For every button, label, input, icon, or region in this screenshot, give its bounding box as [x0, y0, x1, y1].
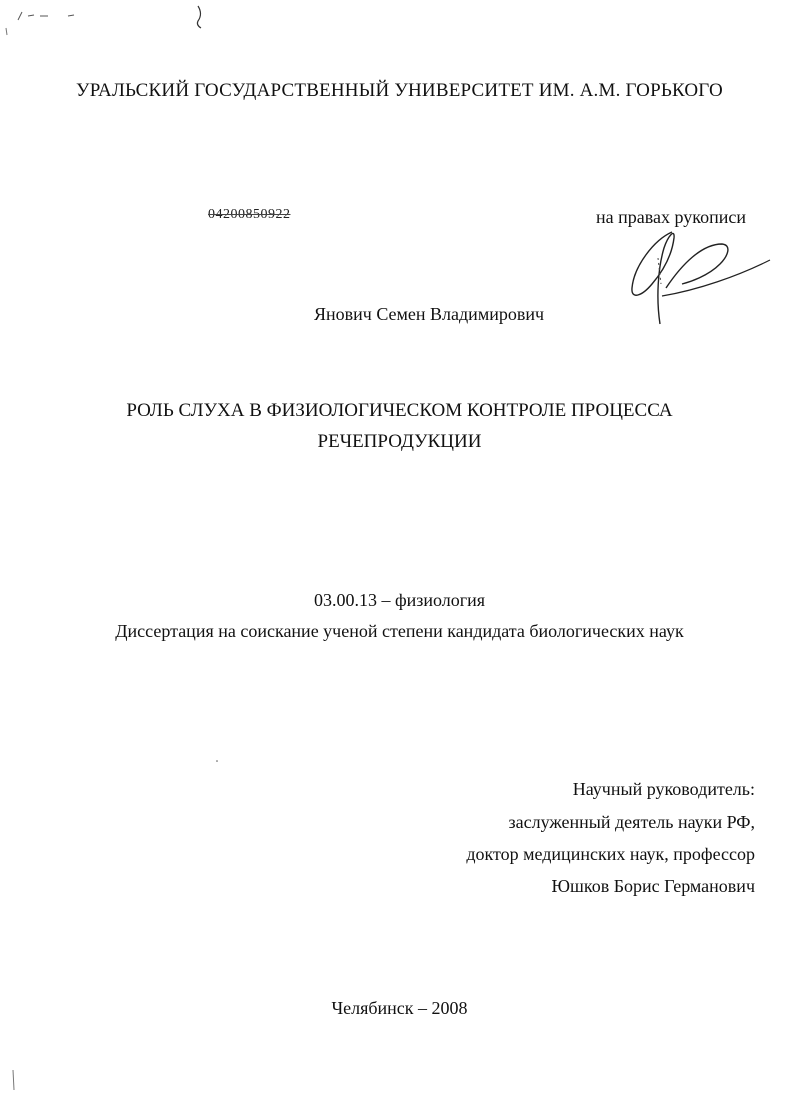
specialty-code: 03.00.13 – физиология — [313, 590, 486, 610]
dissertation-title-line-1: РОЛЬ СЛУХА В ФИЗИОЛОГИЧЕСКОМ КОНТРОЛЕ ПРОЦЕССА — [126, 400, 673, 421]
university-name: УРАЛЬСКИЙ ГОСУДАРСТВЕННЫЙ УНИВЕРСИТЕТ ИМ. А.М. ГОРЬКОГО — [76, 80, 723, 101]
supervisor-title-2: доктор медицинских наук, профессор — [466, 844, 755, 864]
dissertation-title-line-2: РЕЧЕПРОДУКЦИИ — [317, 431, 482, 452]
supervisor-name: Юшков Борис Германович — [551, 876, 755, 896]
degree-statement: Диссертация на соискание ученой степени кандидата биологических наук — [115, 621, 684, 641]
supervisor-title-1: заслуженный деятель науки РФ, — [508, 812, 755, 832]
signature — [628, 218, 773, 328]
rights-note: на правах рукописи — [596, 207, 746, 227]
author-name: Янович Семен Владимирович — [314, 304, 545, 324]
inventory-number: 04200850922 — [208, 207, 291, 222]
place-and-year: Челябинск – 2008 — [331, 998, 468, 1018]
supervisor-label: Научный руководитель: — [572, 779, 755, 799]
